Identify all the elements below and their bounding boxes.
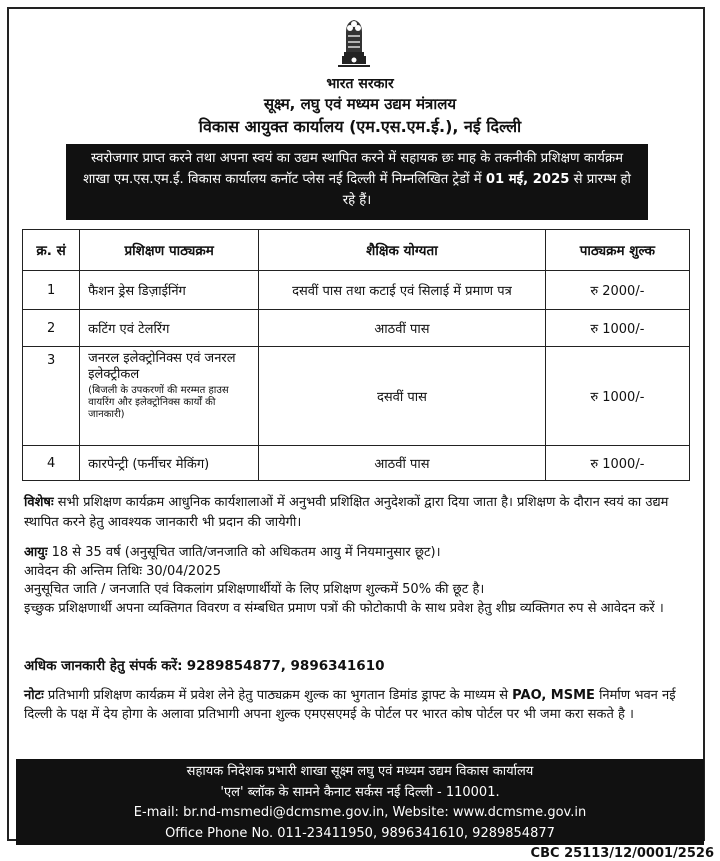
cbc-code: CBC 25113/12/0001/2526 [530,846,714,861]
footer-office: सहायक निदेशक प्रभारी शाखा सूक्ष्म लघु एवं मध्यम उद्यम विकास कार्यालय [186,764,534,779]
course-table [22,229,690,481]
table-row [23,347,690,446]
column-header: पाठ्यक्रम शुल्क [545,230,689,271]
age-text: 18 से 35 वर्ष (अनुसूचित जाति/जनजाति को अधिकतम आयु में नियमानुसार छूट)। [51,545,441,560]
special-note [24,493,694,533]
fee-discount: अनुसूचित जाति / जनजाति एवं विकलांग प्रशिक्षणार्थीयों के लिए प्रशिक्षण शुल्कमें 50% की छूट है। [24,582,485,597]
header-government: भारत सरकार [326,76,394,92]
note-label: नोटः [24,688,44,703]
course-name: कटिंग एवं टेलरिंग [80,310,259,347]
qualification: दसवीं पास तथा कटाई एवं सिलाई में प्रमाण पत्र [259,271,546,310]
eligibility-info [24,544,694,618]
course-fee: रु 2000/- [545,271,689,310]
serial-number: 4 [23,446,80,481]
course-name: जनरल इलेक्ट्रोनिक्स एवं जनरल इलेक्ट्रीकल [88,351,236,382]
footer-email-website: E-mail: br.nd-msmedi@dcmsme.gov.in, Website: www.dcmsme.gov.in [133,805,587,820]
table-header-row [23,230,690,271]
announcement-banner [66,144,648,220]
contact-line [24,656,694,676]
contact-phones: 9289854877, 9896341610 [186,658,385,674]
payment-note [24,686,694,724]
note-text-end: निर्माण भवन नई दिल्ली के पक्ष में देय होगा के अलावा प्रतिभागी अपना शुल्क एमएसएमई के पोर्टल पर भारत कोष पोर्टल पर भी जमा करा सकते है । [24,688,676,722]
age-label: आयुः [24,545,48,560]
footer-address: 'एल' ब्लॉक के सामने कैनाट सर्कस नई दिल्ली - 110001. [220,784,500,800]
age-line [24,544,694,563]
note-text: प्रतिभागी प्रशिक्षण कार्यक्रम में प्रवेश लेने हेतु पाठ्यक्रम शुल्क का भुगतान डिमांड ड्राफ्ट के माध्यम से [47,688,509,703]
course-fee: रु 1000/- [545,347,689,446]
qualification: दसवीं पास [259,347,546,446]
serial-number: 1 [23,271,80,310]
column-header: क्र. सं [23,230,80,271]
qualification: आठवीं पास [259,310,546,347]
course-fee: रु 1000/- [545,310,689,347]
header-office: विकास आयुक्त कार्यालय (एम.एस.एम.ई.), नई दिल्ली [198,117,522,136]
last-date: आवेदन की अन्तिम तिथिः 30/04/2025 [24,563,222,579]
course-name: कारपेन्ट्री (फर्नीचर मेकिंग) [80,446,259,481]
table-row [23,310,690,347]
special-label: विशेषः [24,495,54,510]
banner-text-end: से प्रारम्भ हो रहे हैं। [342,172,631,208]
banner-date: 01 मई, 2025 [485,172,570,187]
contact-label: अधिक जानकारी हेतु संपर्क करें: [24,658,183,674]
course-name: फैशन ड्रेस डिज़ाईनिंग [80,271,259,310]
table-row [23,271,690,310]
table-row [23,446,690,481]
column-header: शैक्षिक योग्यता [259,230,546,271]
course-note: (बिजली के उपकरणों की मरम्मत हाउस वायरिंग और इलेक्ट्रोनिक्स कार्यों की जानकारी) [88,385,229,420]
course-cell [80,347,259,446]
serial-number: 3 [23,347,80,446]
footer-phone: Office Phone No. 011-23411950, 9896341610, 9289854877 [165,825,555,841]
special-text: सभी प्रशिक्षण कार्यक्रम आधुनिक कार्यशालाओं में अनुभवी प्रशिक्षित अनुदेशकों द्वारा दिया जाता है। प्रशिक्षण के दौरान स्वयं का उद्यम स्थापित करने हेतु आवश्यक जानकारी भी प्रदान की जायेगी। [24,495,669,530]
course-fee: रु 1000/- [545,446,689,481]
column-header: प्रशिक्षण पाठ्यक्रम [80,230,259,271]
header-ministry: सूक्ष्म, लघु एवं मध्यम उद्यम मंत्रालय [263,95,457,113]
apply-instructions: इच्छुक प्रशिक्षणार्थी अपना व्यक्तिगत विवरण व संम्बधित प्रमाण पत्रों की फोटोकापी के साथ प्रवेश हेतु शीघ्र व्यक्तिगत रुप से आवेदन करें । [24,600,664,616]
qualification: आठवीं पास [259,446,546,481]
contact-footer [16,759,704,845]
banner-text: स्वरोजगार प्राप्त करने तथा अपना स्वयं का उद्यम स्थापित करने में सहायक छः माह के तकनीकी प्रशिक्षण कार्यक्रम शाखा एम.एस.एम.ई. विकास कार्यालय कनॉट प्लेस नई दिल्ली में निम्नलिखित ट्रेडों में [83,151,623,187]
serial-number: 2 [23,310,80,347]
note-pao: PAO, MSME [512,688,595,703]
national-emblem-icon [334,12,374,68]
